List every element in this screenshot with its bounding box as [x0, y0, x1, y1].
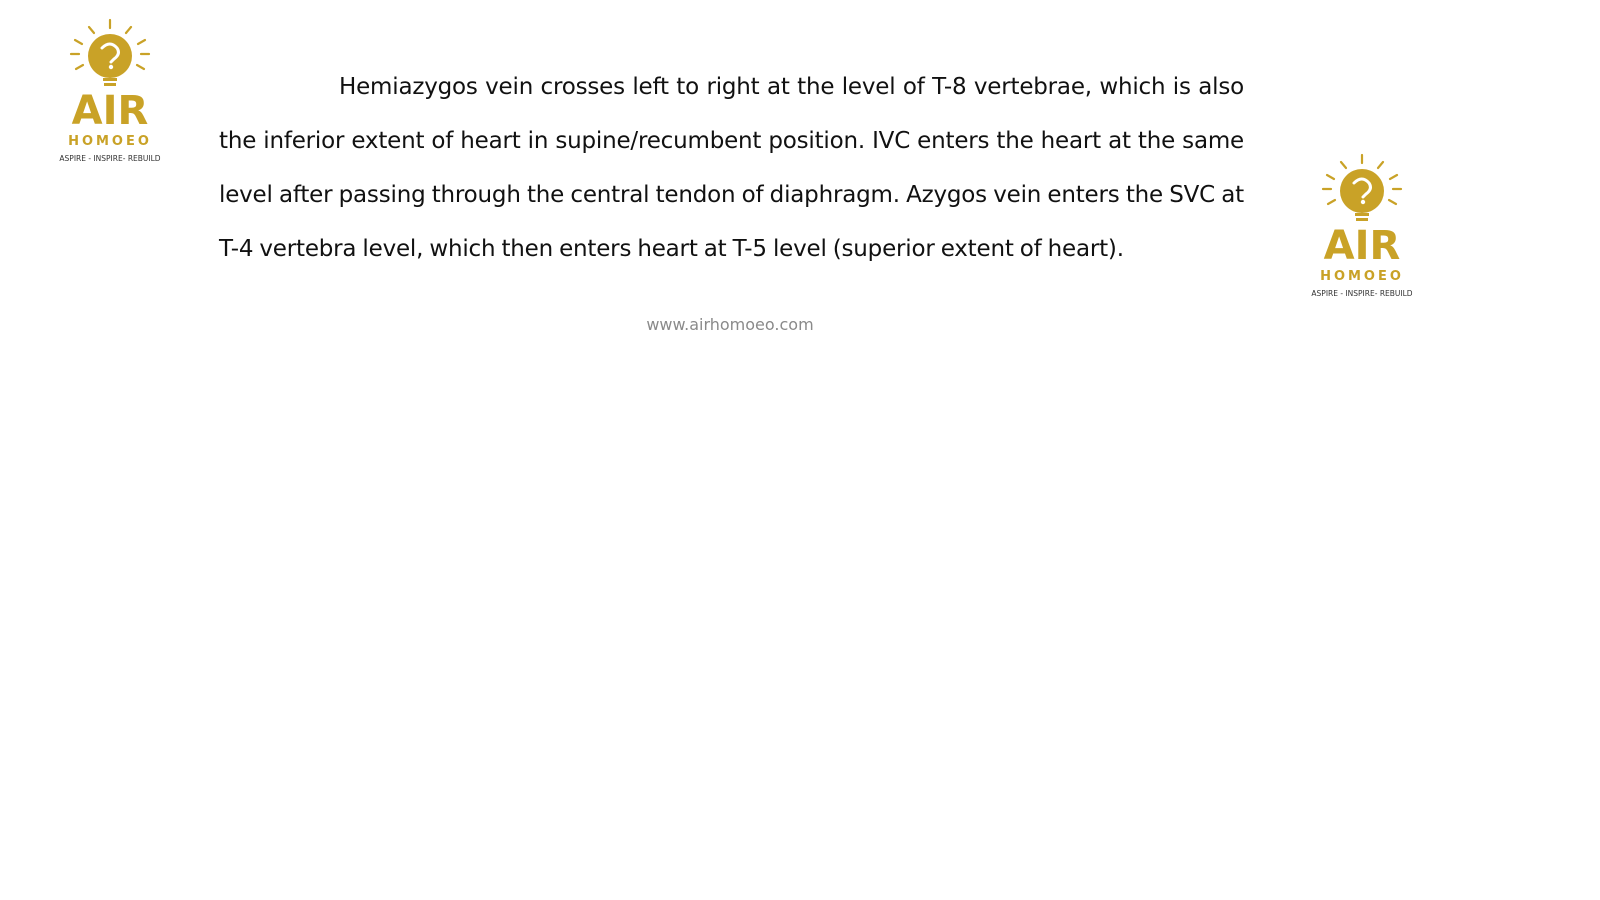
air-homoeo-logo-right — [1297, 153, 1427, 303]
logo-brand-word: AIR — [1323, 223, 1401, 269]
website-url: www.airhomoeo.com — [646, 315, 814, 334]
logo-bulb-icon — [45, 18, 175, 168]
body-paragraph: Hemiazygos vein crosses left to right at the level of T-8 vertebrae, which is also the inferior extent of heart in supine/recumbent position. IVC enters the heart at the same level after passing through the central tendon of diaphragm. Azygos vein enters the SVC at T-4 vertebra level, which then enters heart at T-5 level (superior extent of heart). — [219, 74, 1244, 262]
logo-bulb-icon — [1297, 153, 1427, 303]
logo-sub-word: HOMOEO — [68, 134, 152, 149]
logo-sub-word: HOMOEO — [1320, 269, 1404, 284]
air-homoeo-logo-left — [45, 18, 175, 168]
logo-tagline: ASPIRE - INSPIRE- REBUILD — [1311, 289, 1413, 298]
logo-tagline: ASPIRE - INSPIRE- REBUILD — [59, 154, 161, 163]
logo-brand-word: AIR — [71, 88, 149, 134]
